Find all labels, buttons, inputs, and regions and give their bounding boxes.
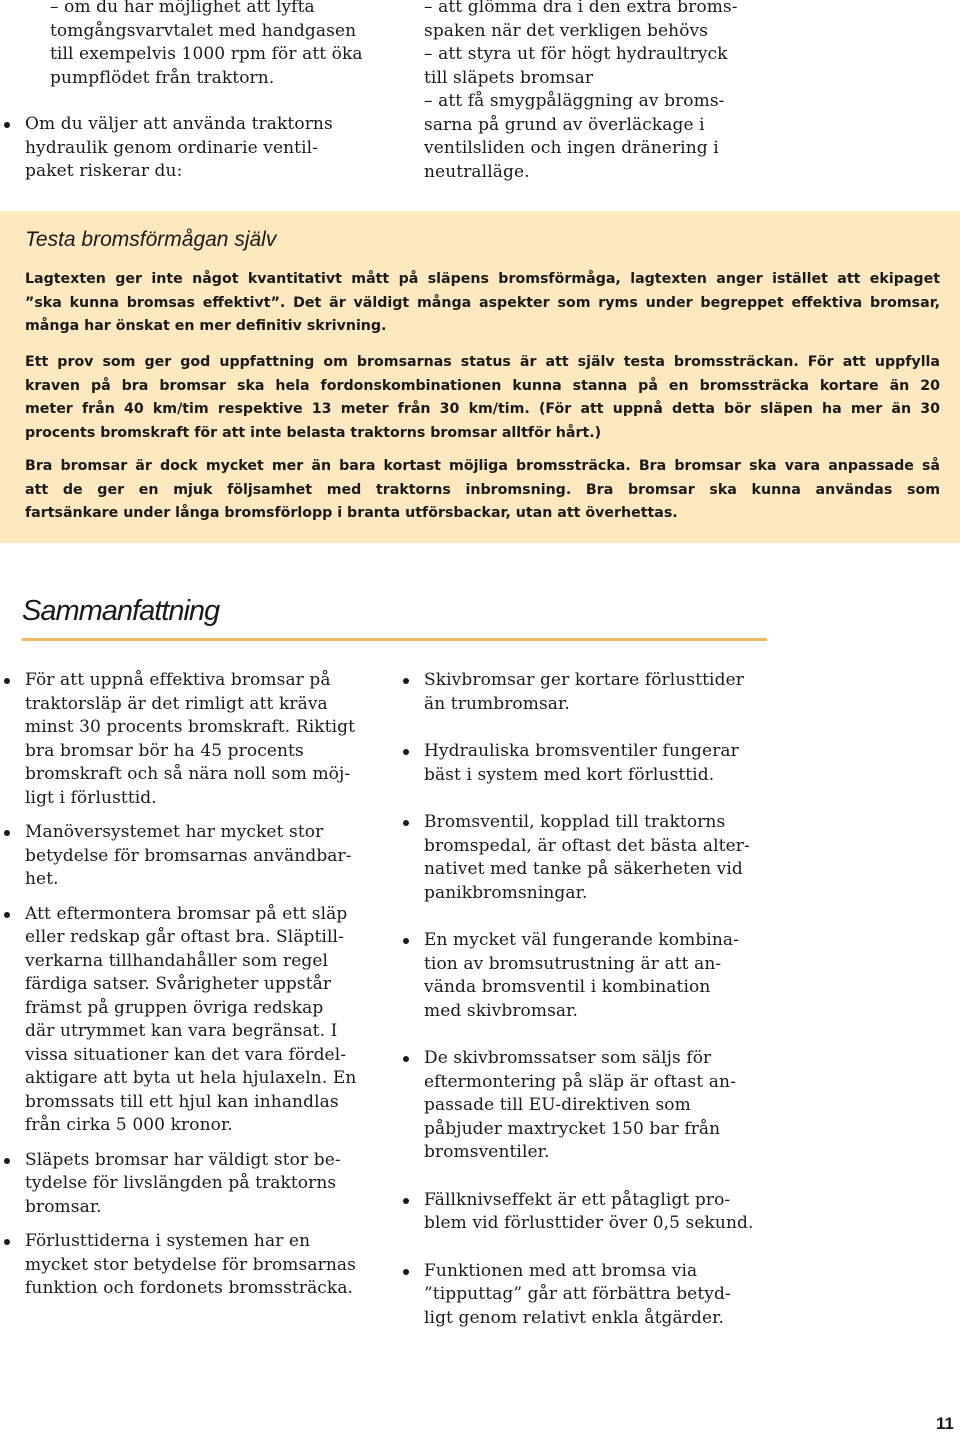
list-item <box>0 113 375 184</box>
text-line: En mycket väl fungerande kombina- <box>424 930 739 950</box>
bullet-icon <box>4 122 10 128</box>
text-line: där utrymmet kan vara begränsat. I <box>25 1021 338 1041</box>
text-line: spaken när det verkligen behövs <box>424 20 709 41</box>
text-line: hydraulik genom ordinarie ventil- <box>25 137 319 158</box>
box-paragraph <box>25 455 940 526</box>
list-item <box>399 1189 789 1236</box>
text-line: Bra bromsar är dock mycket mer än bara kortast möjliga bromssträcka. Bra bromsar ska vara anpassade så <box>25 458 940 474</box>
bullet-icon <box>403 749 409 755</box>
bullet-icon <box>4 678 10 684</box>
text-line: Hydrauliska bromsventiler fungerar <box>424 741 739 761</box>
text-line: Skivbromsar ger kortare förlusttider <box>424 670 744 690</box>
list-item <box>399 669 789 716</box>
text-line: ligt genom relativt enkla åtgärder. <box>424 1307 725 1328</box>
list-item <box>0 1230 385 1301</box>
text-line: Om du väljer att använda traktorns <box>25 114 333 134</box>
text-line: bromskraft och så nära noll som möj- <box>25 764 351 784</box>
text-line: bra bromsar bör ha 45 procents <box>25 740 304 761</box>
bullet-icon <box>4 912 10 918</box>
page-number: 11 <box>936 1414 954 1433</box>
bullet-icon <box>403 1198 409 1204</box>
text-line: minst 30 procents bromskraft. Riktigt <box>25 717 356 737</box>
text-line: Lagtexten ger inte något kvantitativt mått på släpens bromsförmåga, lagtexten anger istället att ekipaget <box>25 271 940 287</box>
bullet-icon <box>4 830 10 836</box>
text-line: – att få smygpåläggning av broms- <box>424 91 725 111</box>
text-line: funktion och fordonets bromssträcka. <box>25 1278 354 1298</box>
text-line: bromssats till ett hjul kan inhandlas <box>25 1091 339 1112</box>
text-line: het. <box>25 869 59 889</box>
box-paragraph <box>25 351 940 445</box>
text-line: sarna på grund av överläckage i <box>424 114 705 135</box>
text-line: vissa situationer kan det vara fördel- <box>25 1044 347 1065</box>
bullet-icon <box>403 1056 409 1062</box>
list-item <box>399 929 789 1023</box>
text-line: mycket stor betydelse för bromsarnas <box>25 1254 356 1275</box>
text-line: än trumbromsar. <box>424 693 570 714</box>
bullet-icon <box>4 1158 10 1164</box>
text-line: neutralläge. <box>424 161 530 182</box>
text-line: – att glömma dra i den extra broms- <box>424 0 738 17</box>
bullet-icon <box>403 938 409 944</box>
text-line: – att styra ut för högt hydraultryck <box>424 44 728 64</box>
text-line: tydelse för livslängden på traktorns <box>25 1173 337 1193</box>
text-line: att de ger en mjuk följsamhet med traktorns inbromsning. Bra bromsar ska kunna användas som <box>25 481 940 498</box>
text-line: många har önskat en mer definitiv skrivning. <box>25 318 387 334</box>
text-line: färdiga satser. Svårigheter uppstår <box>25 974 332 994</box>
text-line: påbjuder maxtrycket 150 bar från <box>424 1118 721 1139</box>
text-line: till exempelvis 1000 rpm för att öka <box>50 44 363 64</box>
text-line: vända bromsventil i kombination <box>424 977 711 997</box>
text-line: Funktionen med att bromsa via <box>424 1260 698 1281</box>
text-line: främst på gruppen övriga redskap <box>25 997 324 1018</box>
text-line: ”tipputtag” går att förbättra betyd- <box>424 1284 731 1304</box>
bullet-icon <box>403 1269 409 1275</box>
text-line: bromspedal, är oftast det bästa alter- <box>424 835 750 856</box>
text-line: Släpets bromsar har väldigt stor be- <box>25 1149 341 1170</box>
text-line: Förlusttiderna i systemen har en <box>25 1231 311 1251</box>
text-line: bromsventiler. <box>424 1142 550 1162</box>
text-line: fartsänkare under långa bromsförlopp i branta utförsbackar, utan att överhettas. <box>25 505 678 521</box>
text-line: tion av bromsutrustning är att an- <box>424 953 722 974</box>
bullet-icon <box>403 820 409 826</box>
top-right-column <box>424 0 784 184</box>
bullet-icon <box>403 678 409 684</box>
info-box-title: Testa bromsförmågan själv <box>25 228 277 251</box>
top-left-column <box>25 0 375 184</box>
text-line: panikbromsningar. <box>424 882 588 903</box>
text-line: kraven på bra bromsar ska hela fordonskombinationen kunna stanna på en bromssträcka kortare än 20 <box>25 377 940 394</box>
continuation-text <box>25 0 375 90</box>
text-line: bromsar. <box>25 1196 102 1217</box>
text-line: Fällknivseffekt är ett påtagligt pro- <box>424 1189 731 1210</box>
bullet-icon <box>4 1239 10 1245</box>
text-line: aktigare att byta ut hela hjulaxeln. En <box>25 1068 357 1088</box>
text-line: till släpets bromsar <box>424 67 594 88</box>
text-line: blem vid förlusttider över 0,5 sekund. <box>424 1213 754 1233</box>
text-line: ligt i förlusttid. <box>25 787 157 808</box>
list-item <box>399 811 789 905</box>
text-line: passade till EU-direktiven som <box>424 1095 691 1115</box>
text-line: För att uppnå effektiva bromsar på <box>25 670 331 690</box>
list-item <box>399 1047 789 1165</box>
list-item <box>399 740 789 787</box>
list-item <box>399 1260 789 1331</box>
text-line: traktorsläp är det rimligt att kräva <box>25 693 328 714</box>
text-line: eftermontering på släp är oftast an- <box>424 1071 736 1092</box>
text-line: Att eftermontera bromsar på ett släp <box>25 903 348 924</box>
text-line: betydelse för bromsarnas användbar- <box>25 845 352 866</box>
text-line: – om du har möjlighet att lyfta <box>50 0 315 17</box>
heading-underline <box>22 638 767 641</box>
summary-left-column <box>0 669 385 1301</box>
text-line: Ett prov som ger god uppfattning om bromsarnas status är att själv testa bromssträckan. För att uppfylla <box>25 354 940 370</box>
list-item <box>0 1149 385 1220</box>
text-line: ventilsliden och ingen dränering i <box>424 138 719 158</box>
text-line: nativet med tanke på säkerheten vid <box>424 859 743 879</box>
text-line: Bromsventil, kopplad till traktorns <box>424 812 726 832</box>
text-line: meter från 40 km/tim respektive 13 meter från 30 km/tim. (För att uppnå detta bör släpen ha mer än 30 <box>25 401 940 417</box>
text-line: bäst i system med kort förlusttid. <box>424 764 715 785</box>
text-line: Manöversystemet har mycket stor <box>25 822 324 842</box>
text-line: verkarna tillhandahåller som regel <box>25 950 329 971</box>
text-line: De skivbromssatser som säljs för <box>424 1048 712 1068</box>
summary-right-column <box>399 669 789 1330</box>
text-line: pumpflödet från traktorn. <box>50 67 275 88</box>
text-line: från cirka 5 000 kronor. <box>25 1115 233 1135</box>
list-item <box>0 669 385 810</box>
list-item <box>0 903 385 1138</box>
list-item <box>0 821 385 892</box>
text-line: med skivbromsar. <box>424 1000 579 1021</box>
text-line: tomgångsvarvtalet med handgasen <box>50 20 357 41</box>
text-line: eller redskap går oftast bra. Släptill- <box>25 927 344 947</box>
text-line: ”ska kunna bromsas effektivt”. Det är väldigt många aspekter som ryms under begreppet effektiva bromsar, <box>25 294 940 311</box>
box-paragraph <box>25 268 940 339</box>
section-heading: Sammanfattning <box>22 595 220 627</box>
text-line: paket riskerar du: <box>25 161 183 181</box>
text-line: procents bromskraft för att inte belasta traktorns bromsar alltför hårt.) <box>25 424 602 441</box>
